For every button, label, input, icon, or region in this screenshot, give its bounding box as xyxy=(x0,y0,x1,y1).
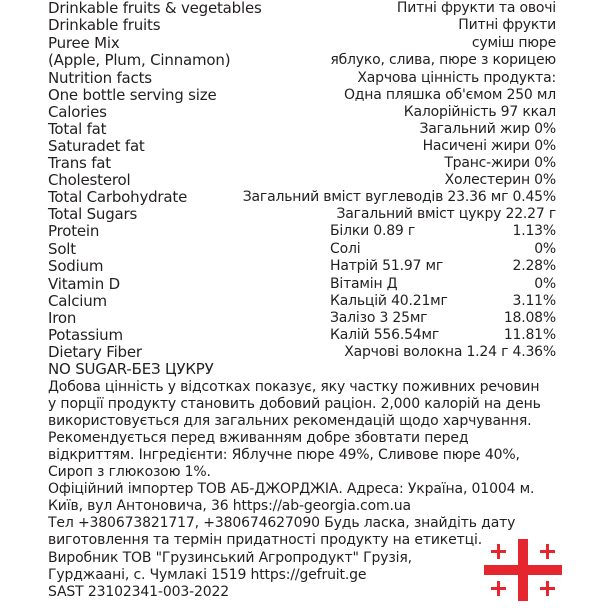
label-row xyxy=(48,52,556,69)
row-text-ua: Транс-жири 0% xyxy=(444,155,556,171)
row-text-ua: Питні фрукти xyxy=(458,17,556,33)
nutrient-name-ua: Натрій 51.97 мг xyxy=(330,258,444,274)
nutrient-name-en: Iron xyxy=(48,309,77,327)
no-sugar-text: NO SUGAR-БЕЗ ЦУКРУ xyxy=(48,360,214,378)
row-text-en: Total Carbohydrate xyxy=(48,188,188,206)
row-text-ua: Калорійність 97 ккал xyxy=(403,104,556,120)
label-row xyxy=(48,138,556,155)
paragraph-line: Тел +380673821717, +380674627090 Будь ласка, знайдіть дату xyxy=(48,515,516,531)
paragraph-line: у порції продукту становить добовий раціон. 2,000 калорій на день xyxy=(48,396,541,412)
row-text-ua: суміш пюре xyxy=(471,35,556,51)
label-row xyxy=(48,35,556,52)
nutrient-row xyxy=(48,223,556,240)
row-text-ua: Загальний вміст цукру 22.27 г xyxy=(336,206,556,222)
label-row xyxy=(48,0,556,17)
nutrient-row xyxy=(48,344,556,361)
row-text-ua: Питні фрукти та овочі xyxy=(396,0,556,16)
nutrient-row xyxy=(48,293,556,310)
row-text-ua: Холестерин 0% xyxy=(444,172,556,188)
row-text-ua: Насичені жири 0% xyxy=(422,138,556,154)
row-text-en: (Apple, Plum, Cinnamon) xyxy=(48,51,231,69)
nutrient-name-en: Calcium xyxy=(48,292,107,310)
nutrient-row xyxy=(48,258,556,275)
nutrient-name-ua: Вітамін Д xyxy=(330,276,398,292)
nutrient-name-en: Solt xyxy=(48,240,76,258)
label-row xyxy=(48,155,556,172)
nutrient-row xyxy=(48,241,556,258)
nutrient-percent: 18.08% xyxy=(503,310,556,326)
label-row xyxy=(48,121,556,138)
nutrient-name-en: Dietary Fiber xyxy=(48,343,142,361)
nutrient-name-ua: Кальцій 40.21мг xyxy=(330,293,448,309)
label-row xyxy=(48,70,556,87)
row-text-en: Nutrition facts xyxy=(48,69,152,87)
paragraph-line: Виробник ТОВ "Грузинський Агропродукт" Грузія, xyxy=(48,550,412,566)
row-text-ua: Харчова цінність продукта: xyxy=(357,70,556,86)
label-row xyxy=(48,172,556,189)
label-row xyxy=(48,87,556,104)
row-text-en: Puree Mix xyxy=(48,34,120,52)
paragraph-line: SAST 23102341-003-2022 xyxy=(48,584,230,600)
nutrient-percent: 4.36% xyxy=(512,344,556,360)
nutrient-name-en: Potassium xyxy=(48,326,123,344)
nutrient-name-ua-with-percent xyxy=(344,344,556,361)
nutrient-percent: 0% xyxy=(534,241,556,257)
nutrient-percent: 11.81% xyxy=(503,327,556,343)
nutrient-percent: 1.13% xyxy=(512,223,556,239)
row-text-en: Total fat xyxy=(48,120,107,138)
nutrient-name-en: Sodium xyxy=(48,257,104,275)
paragraph-line: виготовлення та термін придатності продукту на етикетці. xyxy=(48,532,483,548)
row-text-ua: Загальний вміст вуглеводів 23.36 мг 0.45% xyxy=(242,189,556,205)
row-text-ua: яблуко, слива, пюре з корицею xyxy=(330,52,556,68)
row-text-en: Saturadet fat xyxy=(48,137,145,155)
nutrient-name-en: Vitamin D xyxy=(48,275,120,293)
georgian-flag-icon xyxy=(484,539,562,601)
nutrient-row xyxy=(48,327,556,344)
nutrient-percent: 3.11% xyxy=(512,293,556,309)
row-text-en: One bottle serving size xyxy=(48,86,217,104)
row-text-en: Drinkable fruits & vegetables xyxy=(48,0,262,17)
row-text-ua: Одна пляшка об'ємом 250 мл xyxy=(343,87,556,103)
paragraph-line: Офіційний імпортер ТОВ АБ-ДЖОРДЖІА. Адреса: Україна, 01004 м. xyxy=(48,481,535,497)
nutrient-name-ua: Залізо 3 25мг xyxy=(330,310,428,326)
label-row xyxy=(48,17,556,34)
paragraph-line: Київ, вул Антоновича, 36 https://ab-georgia.com.ua xyxy=(48,498,411,514)
nutrient-name-ua: Білки 0.89 г xyxy=(330,223,416,239)
label-row xyxy=(48,189,556,206)
nutrient-name-ua: Калій 556.54мг xyxy=(330,327,440,343)
paragraph-line: використовується для загальних рекомендацій щодо харчування. xyxy=(48,413,532,429)
row-text-en: Cholesterol xyxy=(48,171,131,189)
nutrient-percent: 0% xyxy=(534,276,556,292)
no-sugar-row xyxy=(48,361,556,378)
paragraph-line: Рекомендується перед вживанням добре збовтати перед xyxy=(48,430,469,446)
nutrient-row xyxy=(48,310,556,327)
nutrient-name-ua: Харчові волокна 1.24 г xyxy=(344,344,509,360)
nutrient-name-en: Protein xyxy=(48,222,100,240)
paragraph-line: Добова цінність у відсотках показує, яку частку поживних речовин xyxy=(48,379,540,395)
paragraph-line: Гурджаані, с. Чумлакі 1519 https://gefruit.ge xyxy=(48,567,367,583)
row-text-ua: Загальний жир 0% xyxy=(419,121,556,137)
row-text-en: Total Sugars xyxy=(48,205,138,223)
row-text-en: Calories xyxy=(48,103,107,121)
row-text-en: Trans fat xyxy=(48,154,111,172)
row-text-en: Drinkable fruits xyxy=(48,16,161,34)
nutrient-row xyxy=(48,276,556,293)
label-row xyxy=(48,206,556,223)
paragraph-line: відкриттям. Інгредієнти: Яблучне пюре 49%, Сливове пюре 40%, xyxy=(48,447,520,463)
nutrient-percent: 2.28% xyxy=(512,258,556,274)
nutrient-name-ua: Солі xyxy=(330,241,361,257)
label-row xyxy=(48,104,556,121)
paragraph-line: Сироп з глюкозою 1%. xyxy=(48,464,211,480)
